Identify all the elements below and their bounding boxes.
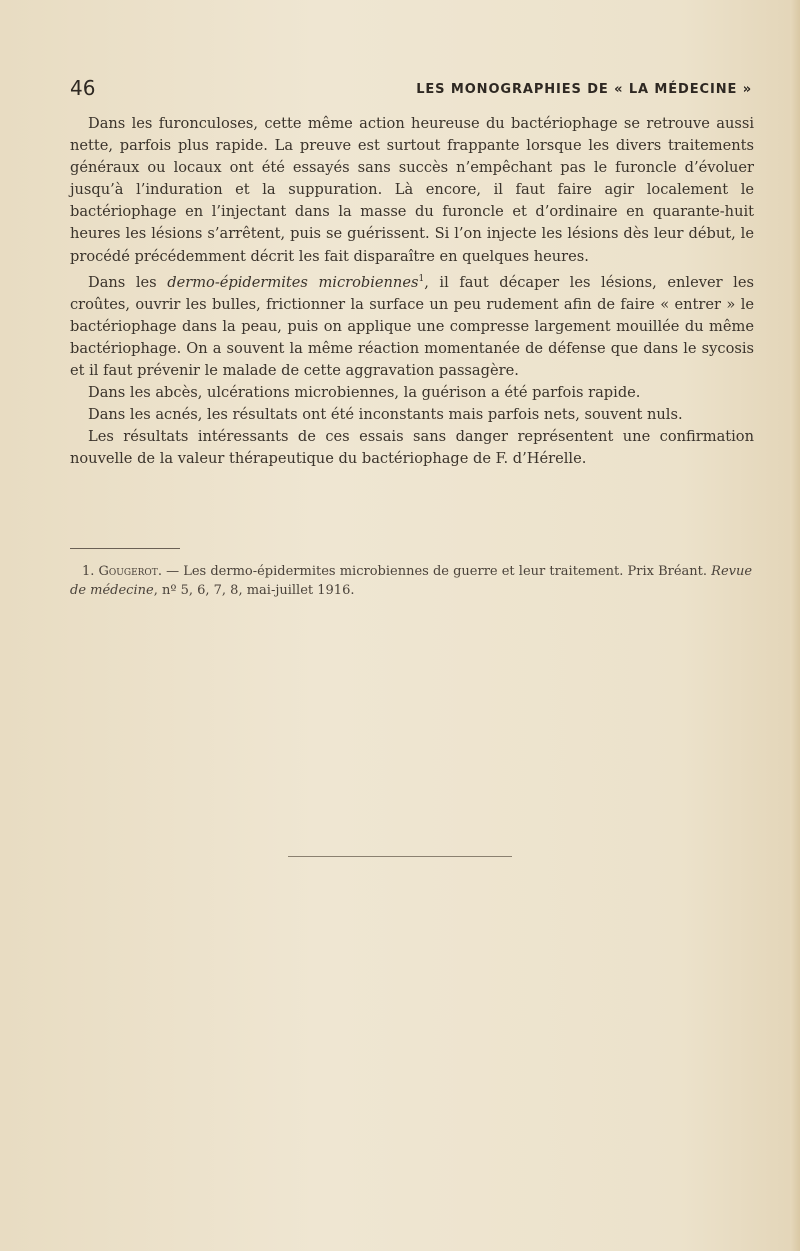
footnote-number: 1. <box>82 564 95 579</box>
paragraph-text: Dans les abcès, ulcérations microbiennes, la guérison a été parfois rapide. <box>88 383 641 401</box>
footnote-divider <box>70 548 180 549</box>
page-number: 46 <box>70 76 96 100</box>
footnote-reference[interactable]: 1 <box>418 273 425 284</box>
bottom-divider <box>288 856 512 857</box>
paragraph-dermo-epidermites <box>70 268 754 382</box>
paragraph-abces <box>70 382 754 404</box>
footnote-text-end: , nº 5, 6, 7, 8, mai-juillet 1916. <box>153 583 355 598</box>
page-edge <box>790 0 800 1251</box>
paragraph-acnes <box>70 404 754 426</box>
paragraph-furonculoses <box>70 113 754 268</box>
footnote-text <box>70 562 754 600</box>
paragraph-conclusion <box>70 426 754 470</box>
footnote-author: Gougerot <box>98 564 158 579</box>
paragraph-text-start: Dans les <box>88 273 168 291</box>
running-title: LES MONOGRAPHIES DE « LA MÉDECINE » <box>416 82 752 97</box>
footnote <box>70 562 754 600</box>
paragraph-text: Dans les acnés, les résultats ont été inconstants mais parfois nets, souvent nuls. <box>88 406 683 424</box>
italic-term: dermo-épidermites microbiennes <box>167 273 419 291</box>
footnote-journal: Revue de médecine <box>70 564 753 598</box>
body-text <box>70 113 754 470</box>
footnote-text-start: . — Les dermo-épidermites microbiennes de guerre et leur traitement. Prix Bréant. <box>157 564 712 579</box>
paragraph-text: Les résultats intéressants de ces essais sans danger représentent une confirmation nouvelle de la valeur thérapeutique du bactériophage de F. d’Hérelle. <box>70 428 754 468</box>
page-header <box>70 78 752 104</box>
paragraph-text-end: , il faut décaper les lésions, enlever les croûtes, ouvrir les bulles, frictionner la surface un peu rudement afin de faire « entrer » le bactériophage dans la peau, puis on applique une compresse largement mouillée du même bactériophage. On a souvent la même réaction momentanée de défense que dans le sycosis et il faut prévenir le malade de cette aggravation passagère. <box>70 273 754 379</box>
paragraph-text: Dans les furonculoses, cette même action heureuse du bactériophage se retrouve aussi nette, parfois plus rapide. La preuve est surtout frappante lorsque les divers traitements généraux ou locaux ont été essayés sans succès n’empêchant pas le furoncle d’évoluer jusqu’à l’induration et la suppuration. Là encore, il faut faire agir localement le bactériophage en l’injectant dans la masse du furoncle et d’ordinaire en quarante-huit heures les lésions s’arrêtent, puis se guérissent. Si l’on injecte les lésions dès leur début, le procédé précédemment décrit les fait disparaître en quelques heures. <box>70 115 754 265</box>
